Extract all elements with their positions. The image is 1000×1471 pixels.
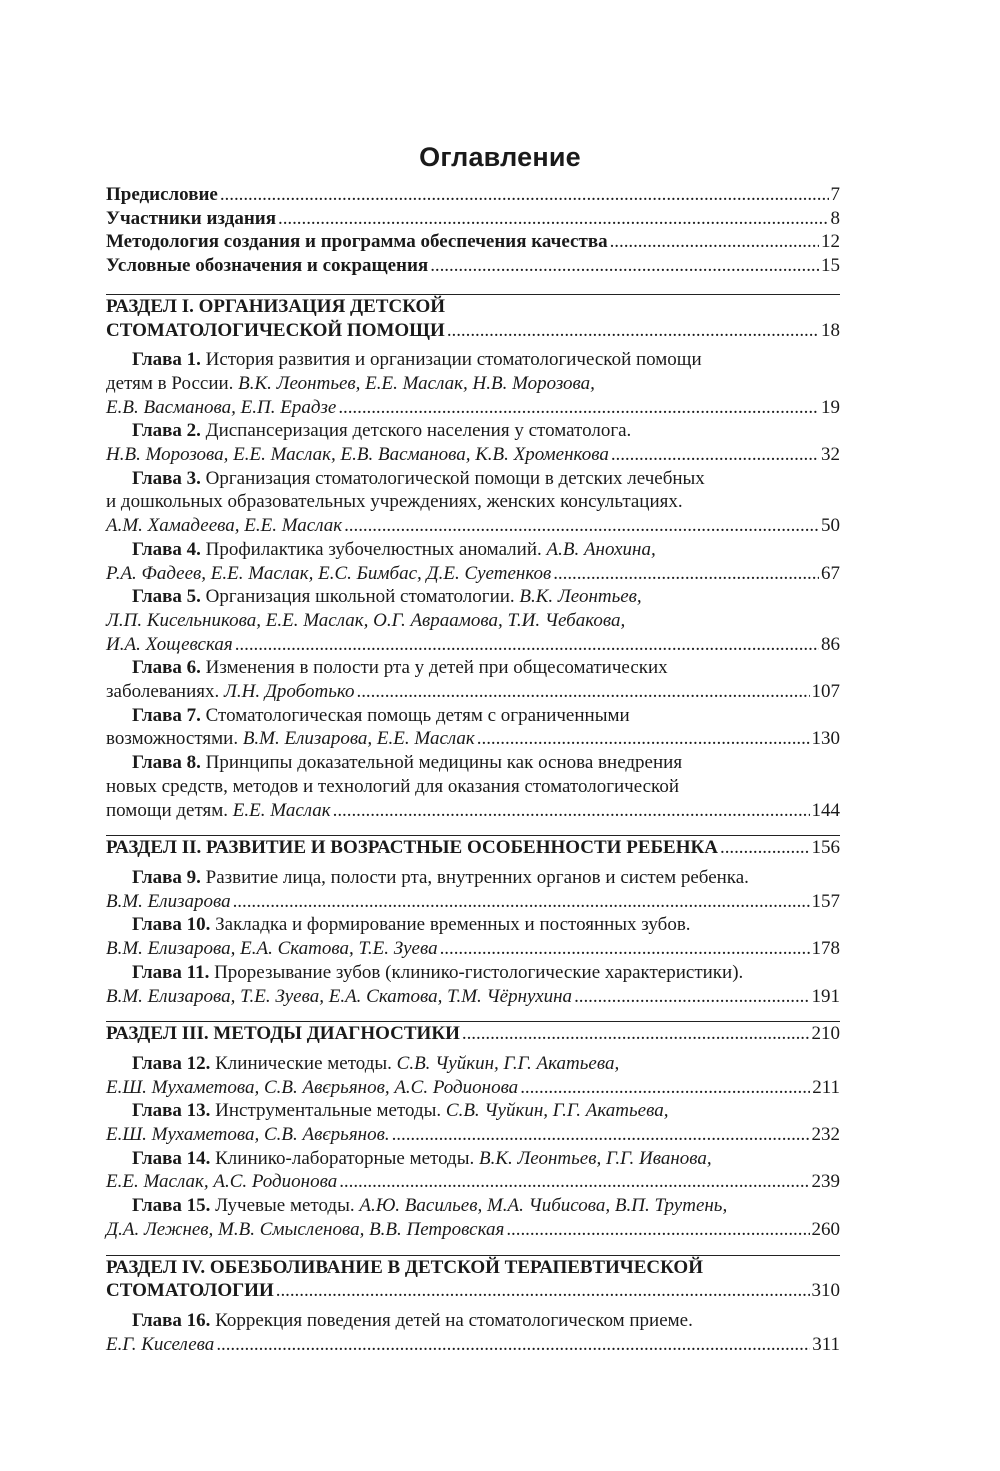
chapter-label: Глава 5. — [132, 586, 201, 608]
entry-title: Клинико-лабораторные методы. — [215, 1147, 479, 1169]
entry-title: Диспансеризация детского населения у стоматолога. — [205, 420, 632, 442]
chapter-line[interactable] — [106, 609, 840, 633]
entry-title: Изменения в полости рта у детей при общесоматических — [205, 657, 668, 679]
entry-text — [132, 913, 691, 937]
dot-leader — [235, 633, 819, 657]
entry-text — [106, 490, 683, 514]
entry-title: новых средств, методов и технологий для оказания стоматологической — [106, 775, 679, 797]
chapter-line[interactable] — [106, 680, 840, 704]
toc-sections — [106, 294, 840, 1357]
page-number: 311 — [812, 1333, 840, 1355]
page-number: 239 — [811, 1171, 840, 1193]
entry-text — [106, 230, 608, 254]
page-number: 130 — [811, 728, 840, 750]
entry-text — [132, 961, 743, 985]
chapter-line[interactable] — [106, 562, 840, 586]
entry-text — [106, 396, 336, 420]
page-number: 67 — [821, 562, 840, 584]
page-number: 144 — [811, 799, 840, 821]
section-heading[interactable] — [106, 1256, 840, 1303]
chapter-entry[interactable] — [106, 1099, 840, 1146]
page-number: 178 — [811, 938, 840, 960]
chapter-entry[interactable] — [106, 467, 840, 538]
entry-title: Методология создания и программа обеспечения качества — [106, 231, 608, 253]
section-title-line: РАЗДЕЛ IV. ОБЕЗБОЛИВАНИЕ В ДЕТСКОЙ ТЕРАПЕВТИЧЕСКОЙ — [106, 1256, 703, 1278]
chapter-entry[interactable] — [106, 585, 840, 656]
front-matter-entry[interactable] — [106, 254, 840, 278]
chapter-label: Глава 13. — [132, 1100, 211, 1122]
entry-authors: С.В. Чуйкин, Г.Г. Акатьева, — [396, 1052, 620, 1074]
entry-text — [106, 799, 331, 823]
dot-leader — [344, 514, 819, 538]
entry-title: Принципы доказательной медицины как основа внедрения — [205, 752, 683, 774]
page-number: 310 — [811, 1280, 840, 1302]
front-matter-entry[interactable] — [106, 230, 840, 254]
chapter-line[interactable] — [106, 985, 840, 1009]
dot-leader — [220, 183, 829, 207]
chapter-label: Глава 11. — [132, 961, 210, 983]
dot-leader — [477, 727, 810, 751]
entry-authors: Е.Г. Киселева — [106, 1333, 215, 1355]
chapter-line[interactable] — [106, 1333, 840, 1357]
chapter-entry[interactable] — [106, 538, 840, 585]
entry-text — [106, 183, 218, 207]
chapter-line[interactable] — [106, 1123, 840, 1147]
section-title-text: РАЗДЕЛ III. МЕТОДЫ ДИАГНОСТИКИ — [106, 1023, 460, 1045]
chapter-line[interactable] — [106, 1076, 840, 1100]
entry-title: Развитие лица, полости рта, внутренних органов и систем ребенка. — [205, 866, 749, 888]
entry-text — [106, 633, 233, 657]
toc-section — [106, 1021, 840, 1241]
dot-leader — [553, 562, 819, 586]
entry-authors: Р.А. Фадеев, Е.Е. Маслак, Е.С. Бимбас, Д.Е. Суетенков — [106, 562, 552, 584]
dot-leader — [506, 1218, 809, 1242]
entry-text — [106, 372, 595, 396]
section-heading[interactable] — [106, 295, 840, 342]
entry-text — [132, 1099, 668, 1123]
entry-title: Прорезывание зубов (клинико-гистологические характеристики). — [214, 961, 744, 983]
chapter-label: Глава 4. — [132, 538, 201, 560]
chapter-line[interactable] — [106, 890, 840, 914]
chapter-line[interactable] — [106, 913, 840, 937]
dot-leader — [430, 254, 819, 278]
section-heading[interactable] — [106, 836, 840, 860]
entry-text — [106, 562, 551, 586]
entry-authors: Е.Е. Маслак — [232, 799, 331, 821]
chapter-entry[interactable] — [106, 348, 840, 419]
entry-title: Стоматологическая помощь детям с ограниченными — [205, 704, 630, 726]
entry-text — [106, 937, 438, 961]
dot-leader — [338, 396, 819, 420]
page-number: 86 — [821, 633, 840, 655]
section-title-line — [106, 319, 840, 343]
chapter-line[interactable] — [106, 514, 840, 538]
table-of-contents — [106, 183, 840, 1356]
chapter-entry[interactable] — [106, 656, 840, 703]
entry-text — [132, 585, 642, 609]
entry-text — [106, 443, 609, 467]
section-title-text: РАЗДЕЛ II. РАЗВИТИЕ И ВОЗРАСТНЫЕ ОСОБЕННОСТИ РЕБЕНКА — [106, 837, 718, 859]
entry-authors: В.М. Елизарова, Т.Е. Зуева, Е.А. Скатова, Т.М. Чёрнухина — [106, 985, 573, 1007]
dot-leader — [357, 680, 810, 704]
entry-title: помощи детям. — [106, 799, 233, 821]
chapter-entry[interactable] — [106, 913, 840, 960]
chapter-line[interactable] — [106, 1309, 840, 1333]
entry-authors: В.К. Леонтьев, — [519, 586, 642, 608]
chapter-entry[interactable] — [106, 866, 840, 913]
entry-authors: Н.В. Морозова, Е.Е. Маслак, Е.В. Васманова, К.В. Хроменкова — [106, 444, 609, 466]
chapter-entry[interactable] — [106, 1052, 840, 1099]
entry-title: Лучевые методы. — [215, 1195, 360, 1217]
entry-title: Закладка и формирование временных и постоянных зубов. — [215, 914, 691, 936]
chapter-line[interactable] — [106, 372, 840, 396]
chapter-line[interactable] — [106, 490, 840, 514]
toc-section — [106, 835, 840, 1008]
dot-leader — [611, 443, 819, 467]
entry-text — [106, 985, 572, 1009]
entry-title: Организация школьной стоматологии. — [205, 586, 520, 608]
entry-text — [106, 1170, 337, 1194]
entry-authors: Д.А. Лежнев, М.В. Смысленова, В.В. Петровская — [106, 1218, 505, 1240]
entry-title: История развития и организации стоматологической помощи — [205, 349, 702, 371]
entry-title: возможностями. — [106, 728, 243, 750]
chapter-label: Глава 2. — [132, 420, 201, 442]
entry-text — [106, 514, 342, 538]
entry-text — [106, 207, 276, 231]
chapter-line[interactable] — [106, 727, 840, 751]
dot-leader — [233, 890, 810, 914]
entry-text — [106, 890, 231, 914]
chapter-line[interactable] — [106, 538, 840, 562]
chapter-line[interactable] — [106, 633, 840, 657]
entry-text — [106, 775, 679, 799]
dot-leader — [574, 985, 809, 1009]
dot-leader — [462, 1022, 810, 1046]
chapter-entry[interactable] — [106, 1194, 840, 1241]
chapter-line[interactable] — [106, 1218, 840, 1242]
entry-authors: Л.П. Кисельникова, Е.Е. Маслак, О.Г. Авраамова, Т.И. Чебакова, — [106, 609, 626, 631]
page-title: Оглавление — [419, 142, 581, 172]
entry-title: и дошкольных образовательных учреждениях, женских консультациях. — [106, 491, 683, 513]
entry-authors: А.Ю. Васильев, М.А. Чибисова, В.П. Трутень, — [359, 1195, 728, 1217]
chapter-line[interactable] — [106, 1194, 840, 1218]
chapter-label: Глава 16. — [132, 1309, 211, 1331]
entry-text — [132, 348, 702, 372]
entry-text — [132, 1147, 712, 1171]
entry-authors: А.М. Хамадеева, Е.Е. Маслак — [106, 515, 343, 537]
entry-authors: А.В. Анохина, — [546, 538, 656, 560]
entry-authors: В.М. Елизарова — [106, 890, 231, 912]
chapter-line[interactable] — [106, 961, 840, 985]
chapter-label: Глава 7. — [132, 704, 201, 726]
entry-text — [106, 609, 625, 633]
page-number: 18 — [821, 319, 840, 341]
chapter-line[interactable] — [106, 704, 840, 728]
entry-text — [132, 1052, 619, 1076]
entry-authors: Е.Е. Маслак, А.С. Родионова — [106, 1171, 338, 1193]
toc-section — [106, 294, 840, 822]
section-title-line — [106, 1279, 840, 1303]
entry-title: Организация стоматологической помощи в детских лечебных — [205, 467, 705, 489]
entry-title: заболеваниях. — [106, 681, 224, 703]
page-number: 191 — [811, 985, 840, 1007]
entry-text — [132, 467, 705, 491]
entry-text — [106, 1123, 390, 1147]
chapter-label: Глава 15. — [132, 1195, 211, 1217]
entry-authors: Е.Ш. Мухаметова, С.В. Авєрьянов, А.С. Родионова — [106, 1076, 519, 1098]
chapter-line[interactable] — [106, 467, 840, 491]
chapter-line[interactable] — [106, 656, 840, 680]
page-number: 7 — [830, 184, 840, 205]
dot-leader — [276, 1279, 810, 1303]
chapter-line[interactable] — [106, 937, 840, 961]
page-number: 157 — [811, 890, 840, 912]
entry-text — [132, 751, 682, 775]
page-number: 12 — [821, 231, 840, 253]
chapter-label: Глава 6. — [132, 657, 201, 679]
entry-text — [132, 538, 656, 562]
entry-title: Предисловие — [106, 184, 218, 205]
page-number: 15 — [821, 255, 840, 277]
chapter-label: Глава 8. — [132, 752, 201, 774]
chapter-line[interactable] — [106, 396, 840, 420]
section-title-line — [106, 836, 840, 860]
page-number: 50 — [821, 515, 840, 537]
chapter-entry[interactable] — [106, 1309, 840, 1356]
chapter-label: Глава 14. — [132, 1147, 211, 1169]
page-number: 210 — [811, 1023, 840, 1045]
chapter-label: Глава 3. — [132, 467, 201, 489]
page-number: 232 — [811, 1124, 840, 1146]
front-matter — [106, 183, 840, 278]
page-number: 260 — [811, 1218, 840, 1240]
front-matter-entry[interactable] — [106, 183, 840, 207]
chapter-line[interactable] — [106, 751, 840, 775]
section-heading[interactable] — [106, 1022, 840, 1046]
entry-text — [132, 1309, 693, 1333]
chapter-line[interactable] — [106, 799, 840, 823]
entry-authors: Е.Ш. Мухаметова, С.В. Авєрьянов. — [106, 1124, 390, 1146]
chapter-line[interactable] — [106, 348, 840, 372]
dot-leader — [333, 799, 810, 823]
section-title-line — [106, 1022, 840, 1046]
entry-title: Инструментальные методы. — [215, 1100, 446, 1122]
dot-leader — [720, 836, 810, 860]
chapter-entry[interactable] — [106, 704, 840, 751]
chapter-entry[interactable] — [106, 419, 840, 466]
entry-text — [106, 254, 428, 278]
chapter-entry[interactable] — [106, 1147, 840, 1194]
page-number: 32 — [821, 444, 840, 466]
entry-title: детям в России. — [106, 372, 239, 394]
entry-authors: В.К. Леонтьев, Г.Г. Иванова, — [478, 1147, 712, 1169]
entry-text — [106, 1218, 504, 1242]
dot-leader — [339, 1170, 809, 1194]
chapter-line[interactable] — [106, 443, 840, 467]
page-number: 107 — [811, 681, 840, 703]
entry-authors: Е.В. Васманова, Е.П. Ерадзе — [106, 396, 337, 418]
chapter-line[interactable] — [106, 585, 840, 609]
entry-authors: В.К. Леонтьев, Е.Е. Маслак, Н.В. Морозова, — [238, 372, 595, 394]
page-number: 211 — [812, 1076, 840, 1098]
dot-leader — [278, 207, 829, 231]
entry-text — [106, 1076, 518, 1100]
page-number: 19 — [821, 396, 840, 418]
dot-leader — [447, 319, 819, 343]
entry-text — [106, 727, 475, 751]
entry-title: Участники издания — [106, 207, 276, 229]
chapter-label: Глава 9. — [132, 866, 201, 888]
entry-text — [132, 1194, 727, 1218]
entry-authors: И.А. Хощевская — [106, 633, 233, 655]
entry-text — [132, 704, 630, 728]
page-number: 156 — [811, 837, 840, 859]
section-title-line: РАЗДЕЛ I. ОРГАНИЗАЦИЯ ДЕТСКОЙ — [106, 295, 446, 317]
section-title-text: СТОМАТОЛОГИЧЕСКОЙ ПОМОЩИ — [106, 319, 445, 341]
chapter-entry[interactable] — [106, 961, 840, 1008]
entry-authors: С.В. Чуйкин, Г.Г. Акатьева, — [445, 1100, 669, 1122]
chapter-line[interactable] — [106, 419, 840, 443]
chapter-line[interactable] — [106, 775, 840, 799]
entry-authors: В.М. Елизарова, Е.А. Скатова, Т.Е. Зуева — [106, 938, 438, 960]
entry-authors: Л.Н. Дроботько — [224, 681, 355, 703]
entry-authors: В.М. Елизарова, Е.Е. Маслак — [242, 728, 475, 750]
chapter-line[interactable] — [106, 1052, 840, 1076]
page-number: 8 — [830, 207, 840, 229]
dot-leader — [610, 230, 819, 254]
entry-text — [106, 1333, 214, 1357]
dot-leader — [520, 1076, 810, 1100]
dot-leader — [392, 1123, 810, 1147]
dot-leader — [440, 937, 810, 961]
chapter-line[interactable] — [106, 1147, 840, 1171]
entry-text — [132, 419, 631, 443]
section-title-text: СТОМАТОЛОГИИ — [106, 1280, 274, 1302]
entry-title: Коррекция поведения детей на стоматологическом приеме. — [215, 1309, 693, 1331]
chapter-label: Глава 1. — [132, 349, 201, 371]
entry-text — [132, 866, 749, 890]
chapter-label: Глава 10. — [132, 914, 211, 936]
entry-title: Профилактика зубочелюстных аномалий. — [205, 538, 547, 560]
dot-leader — [216, 1333, 810, 1357]
front-matter-entry[interactable] — [106, 207, 840, 231]
chapter-line[interactable] — [106, 866, 840, 890]
entry-text — [132, 656, 668, 680]
entry-text — [106, 680, 355, 704]
chapter-label: Глава 12. — [132, 1052, 211, 1074]
chapter-line[interactable] — [106, 1099, 840, 1123]
chapter-entry[interactable] — [106, 751, 840, 822]
entry-title: Клинические методы. — [215, 1052, 397, 1074]
entry-title: Условные обозначения и сокращения — [106, 255, 429, 277]
toc-section — [106, 1255, 840, 1357]
chapter-line[interactable] — [106, 1170, 840, 1194]
